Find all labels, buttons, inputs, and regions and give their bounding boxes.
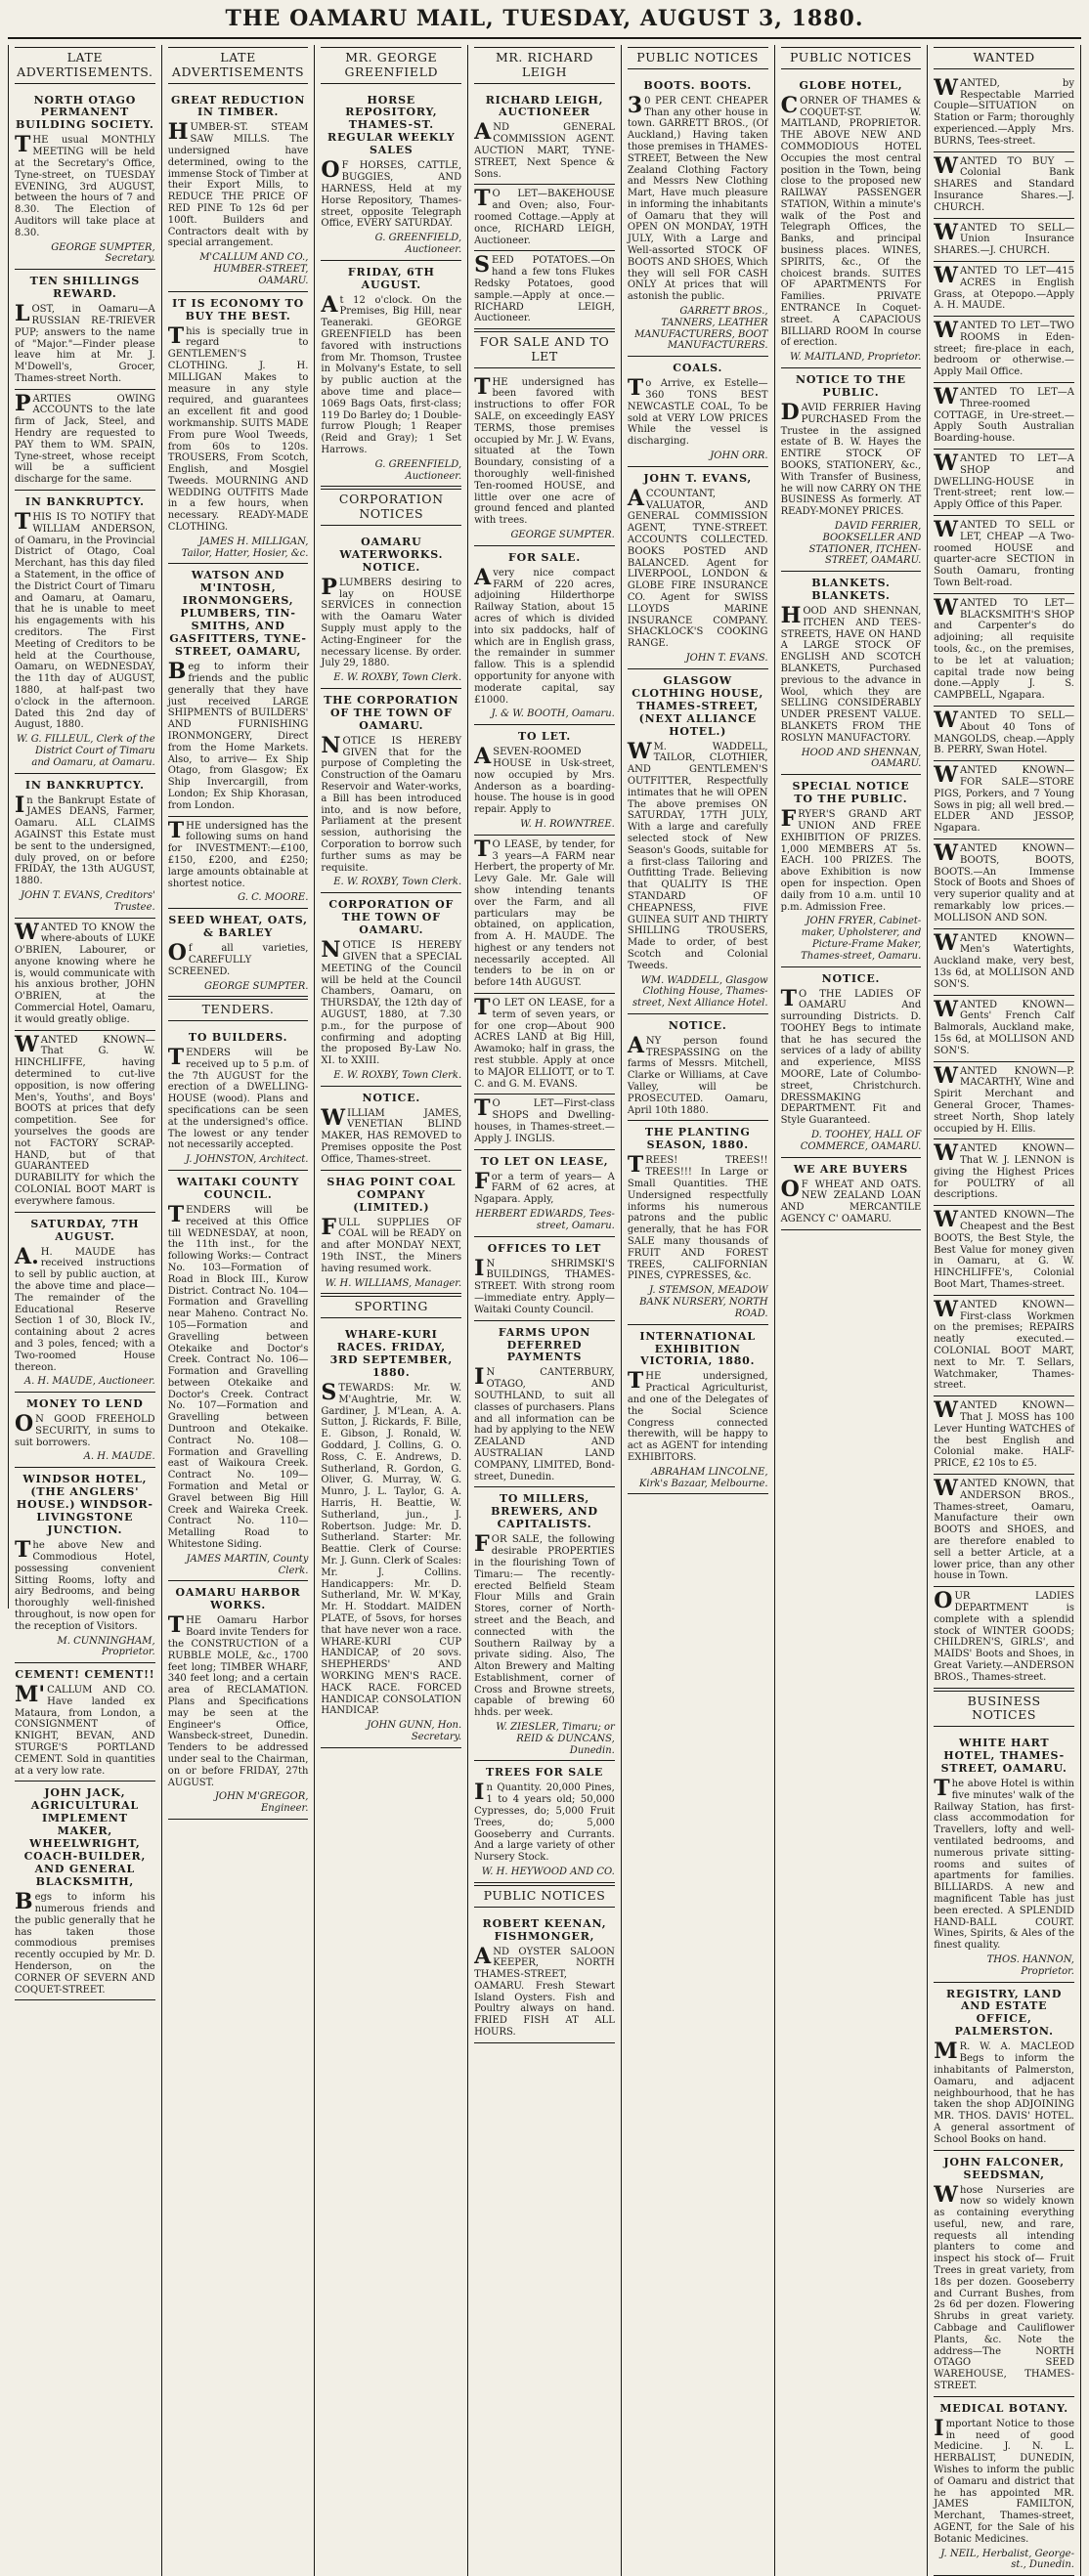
advertisement-body: TO LET—First-class SHOPS and Dwelling-houses, in Thames-street.—Apply J. INGLIS. (474, 1095, 615, 1144)
advertisement (934, 1139, 1074, 1206)
advertisement-body: The above New and Commodious Hotel, possessing convenient Sitting Rooms, lofty and airy Bedrooms, and being thoroughly well-finished throughout, is now open for the reception of Visitors. (15, 1537, 155, 1632)
advertisement-title: IT IS ECONOMY TO BUY THE BEST. (172, 296, 304, 322)
advertisement-body: WANTED KNOWN—P. MACARTHY, Wine and Spirit Merchant and General Grocer, Thames-street North, Shop lately occupied by H. Ellis. (934, 1062, 1074, 1135)
advertisement-body: This is specially true in regard to GENTLEMEN'S CLOTHING. J. H. MILLIGAN Makes to measure in any style required, and guarantees an excellent fit and good workmanship. SUITS MADE From pure Wool Tweeds, from 60s to 120s. TROUSERS, From Scotch, English, and Mosgiel Tweeds. MOURNING AND WEDDING OUTFITS Made in a few hours, when necessary. READY-MADE CLOTHING. (167, 322, 309, 534)
advertisement (628, 74, 768, 358)
advertisement-title: GLOBE HOTEL, (799, 78, 903, 92)
advertisement-title: TREES FOR SALE (485, 1766, 603, 1780)
advertisement (934, 152, 1074, 219)
advertisement-body: A.H. MAUDE has received instructions to sell by public auction, at the above time and place—The remainder of the Educational Reserve Section 1 of 30, Block IV., containing about 2 acres and 3 poles, fenced; with a Two-roomed House thereon. (15, 1243, 155, 1373)
advertisement (934, 219, 1074, 262)
column-4 (468, 45, 622, 2576)
advertisement (781, 967, 922, 1158)
advertisement (168, 1171, 309, 1581)
advertisement-body: OF HORSES, CATTLE, BUGGIES, AND HARNESS, Held at my Horse Repository, Thames-street, opposite Telegraph Office, EVERY SATURDAY. (321, 157, 462, 230)
advertisement-body: WANTED KNOWN—FOR SALE—STORE PIGS, Porkers, and 7 Young Sows in pig; all well bred.—ELDER AND JESSOP, Ngapara. (934, 762, 1074, 835)
advertisement-body: M'CALLUM AND CO. Have landed ex Mataura, from London, a CONSIGNMENT of KNIGHT, BEVAN, AND STURGE'S PORTLAND CEMENT. Sold in quantities at a very low rate. (15, 1682, 155, 1777)
advertisement-body: PLUMBERS desiring to lay on HOUSE SERVICES in connection with the Oamaru Water Supply must apply to the Acting-Engineer for the necessary license. By order. July 29, 1880. (321, 574, 462, 669)
advertisement-body: Avery nice compact FARM of 220 acres, adjoining Hilderthorpe Railway Station, about 15 acres of which is divided into six paddocks, half of which are in English grass, the remainder in summer fallow. This is a splendid opportunity for anyone with moderate capital, say £1000. (474, 564, 615, 706)
advertisement-body: At 12 o'clock. On the Premises, Big Hill, near Teaneraki. GEORGE GREENFIELD has been favored with instructions from Mr. Thomson, Trustee in Molvany's Estate, to sell by public auction at the above time and place— 1069 Bags Oats, first-class; 119 Do Barley do; 1 Double-furrow Plough; 1 Reaper (Reid and Gray); 1 Set Harrows. (321, 291, 462, 456)
advertisement (934, 1475, 1074, 1587)
advertisement-body: WANTED TO LET—TWO ROOMS in Eden-street; fire-place in each, bedroom or otherwise.—Apply Mail Office. (934, 318, 1074, 378)
advertisement (15, 774, 155, 919)
advertisement-body: DAVID FERRIER Having PURCHASED From the Trustee in the assigned estate of B. W. Hayes the ENTIRE STOCK OF BOOKS, STATIONERY, &c., With Transfer of Business, he will now CARRY ON THE BUSINESS As formerly. AT READY-MONEY PRICES. (780, 399, 922, 518)
advertisement (628, 1014, 768, 1122)
advertisement-body: Whose Nurseries are now so widely known as containing everything useful, new, and rare, requests all intending planters to come and inspect his stock of— Fruit Trees in great variety, from 18s per dozen. Gooseberry and Currant Bushes, from 2s 6d per dozen. Flowering Shrubs in great variety. Cabbage and Cauliflower Plants, &c. Note the address—The NORTH OTAGO SEED WAREHOUSE, THAMES-STREET. (934, 2181, 1074, 2392)
advertisement-title: FARMS UPON DEFERRED PAYMENTS (498, 1325, 591, 1364)
advertisement-body: THE undersigned has been favored with instructions to offer FOR SALE, on exceedingly EASY TERMS, those premises occupied by Mr. J. W. Evans, situated at the Town Boundary, consisting of a thoroughly well-finished Ten-roomed HOUSE, and little over one acre of ground fenced and planted with trees. (474, 373, 615, 527)
advertisement-signature: J. JOHNSTON, Architect. (185, 1154, 309, 1166)
advertisement-body: WANTED TO BUY — Colonial Bank SHARES and Standard Insurance Shares.—J. CHURCH. (934, 152, 1074, 213)
advertisement (15, 1393, 155, 1468)
advertisement-title: OFFICES TO LET (487, 1241, 602, 1255)
advertisement-title: SEED WHEAT, OATS, & BARLEY (168, 914, 308, 940)
section-header: FOR SALE AND TO LET (474, 331, 615, 368)
advertisement-signature: JAMES MARTIN, County Clerk. (186, 1553, 309, 1576)
advertisement-signature: W. H. WILLIAMS, Manager. (325, 1277, 462, 1289)
advertisement (15, 1468, 155, 1663)
advertisement-body: FULL SUPPLIES OF COAL will be READY on and after MONDAY NEXT, 19th INST., the Miners having resumed work. (321, 1214, 462, 1274)
advertisement (474, 1321, 615, 1488)
advertisement-body: WANTED KNOWN—Gents' French Calf Balmorals, Auckland make, 15s 6d, at MOLLISON AND SON'S. (934, 996, 1074, 1056)
advertisement-body: AND OYSTER SALOON KEEPER, NORTH THAMES-STREET, OAMARU. Fresh Stewart Island Oysters. Fish and Poultry always on hand. FRIED FISH AT ALL HOURS. (474, 1943, 615, 2039)
advertisement (934, 839, 1074, 929)
advertisement (474, 1912, 615, 2043)
advertisement-body: ASEVEN-ROOMED HOUSE in Usk-street, now occupied by Mrs. Anderson as a boarding-house. The house is in good repair. Apply to (474, 744, 615, 816)
advertisement-signature: M. CUNNINGHAM, Proprietor. (57, 1635, 155, 1658)
advertisement-title: NOTICE. (668, 1018, 727, 1032)
advertisement-signature: A. H. MAUDE, Auctioneer. (23, 1376, 155, 1388)
column-2 (162, 45, 316, 2576)
advertisement (168, 909, 309, 997)
advertisement-signature: HOOD AND SHENNAN, OAMARU. (801, 747, 922, 770)
advertisement-body: WANTED TO SELL—Union Insurance SHARES.—J. CHURCH. (934, 219, 1074, 257)
advertisement (168, 817, 309, 910)
advertisement-body: NOTICE IS HEREBY GIVEN that for the purpose of Completing the Construction of the Oamaru Reservoir and Water-works, a Bill has been introduced into, and is now before, Parliament at the present session, authorising the Corporation to borrow such further sums as may be requisite. (321, 732, 462, 874)
column-5 (622, 45, 775, 2576)
advertisement (628, 1121, 768, 1324)
advertisement-signature: DAVID FERRIER, BOOKSELLER AND STATIONER, ITCHEN-STREET, OAMARU. (808, 520, 922, 567)
advertisement-title: IN BANKRUPTCY. (24, 495, 145, 509)
advertisement-body: WANTED KNOWN—First-class Workmen on the premises; REPAIRS neatly executed.—COLONIAL BOOT MART, next to Mr. T. Sellars, Watchmaker, Thames-street. (934, 1296, 1074, 1392)
advertisement-signature: W. MAITLAND, Proprietor. (789, 352, 922, 364)
advertisement (15, 1031, 155, 1213)
advertisement (934, 761, 1074, 839)
newspaper-columns (8, 45, 1081, 2571)
advertisement-body: ACCOUNTANT, VALUATOR, AND GENERAL COMMISSION AGENT, TYNE-STREET. ACCOUNTS COLLECTED. BOOKS POSTED AND BALANCED. Agent for LIVERPOOL, LONDON & GLOBE FIRE INSURANCE CO. Agent for SWISS LLOYDS MARINE INSURANCE COMPANY. SHACKLOCK'S COOKING RANGE. (627, 485, 768, 650)
advertisement (321, 531, 461, 689)
advertisement-body: ANY person found TRESPASSING on the farms of Messrs. Mitchell, Clarke or Williams, at Cave Valley, will be PROSECUTED. Oamaru, April 10th 1880. (627, 1032, 768, 1116)
advertisement (781, 74, 922, 368)
advertisement-signature: J. STEMSON, MEADOW BANK NURSERY, NORTH ROAD. (639, 1285, 768, 1319)
advertisement-title: ROBERT KEENAN, FISHMONGER, (482, 1916, 607, 1943)
advertisement-signature: JOHN T. EVANS, Creditors' Trustee. (20, 889, 155, 913)
advertisement-title: NOTICE. (362, 1091, 421, 1104)
advertisement-body: CORNER OF THAMES & COQUET-ST. W. MAITLAND, PROPRIETOR. THE ABOVE NEW AND COMMODIOUS HOTEL Occupies the most central position in the Town, being close to the proposed new RAILWAY PASSENGER STATION, Within a minute's walk of the Post and Telegraph Offices, the Banks, and principal business places. WINES, SPIRITS, &c., Of the choicest brands. SUITES OF APARTMENTS For Families. PRIVATE ENTRANCE In Coquet-street. A CAPACIOUS BILLIARD ROOM In course of erection. (780, 92, 922, 349)
advertisement (934, 1062, 1074, 1140)
advertisement-signature: WM. WADDELL, Glasgow Clothing House, Thames-street, Next Alliance Hotel. (632, 974, 768, 1009)
advertisement (934, 516, 1074, 594)
advertisement-body: Of all varieties, CAREFULLY SCREENED. (167, 940, 309, 977)
advertisement-body: SEED POTATOES.—On hand a few tons Flukes Redsky Potatoes, good sample.—Apply at once.—RICHARD LEIGH, Auctioneer. (474, 252, 615, 324)
advertisement-title: RICHARD LEIGH, AUCTIONEER (485, 93, 604, 119)
advertisement-title: TO LET ON LEASE, (480, 1154, 609, 1168)
advertisement-body: TO LET—BAKEHOUSE and Oven; also, Four-roomed Cottage.—Apply at once, RICHARD LEIGH, Auctioneer. (474, 186, 615, 246)
advertisement-title: JOHN T. EVANS, (643, 471, 753, 485)
advertisement-body: WILLIAM JAMES, VENETIAN BLIND MAKER, HAS REMOVED to Premises opposite the Post Office, Thames-street. (321, 1104, 462, 1165)
advertisement-signature: JAMES H. MILLIGAN, Tailor, Hatter, Hosier, &c. (181, 536, 309, 559)
advertisement-signature: GEORGE SUMPTER, Secretary. (51, 241, 155, 265)
advertisement (474, 836, 615, 994)
advertisement-body: Begs to inform his numerous friends and the public generally that he has taken those commodious premises recently occupied by Mr. D. Henderson, on the CORNER OF SEVERN AND COQUET-STREET. (15, 1889, 155, 1996)
advertisement-body: WANTED TO LET—A Three-roomed COTTAGE, in Ure-street.—Apply South Australian Boarding-house. (934, 384, 1074, 445)
advertisement-body: IN SHRIMSKI'S BUILDINGS, THAMES-STREET. With strong room—immediate entry. Apply—Waitaki County Council. (474, 1255, 615, 1315)
advertisement (934, 2397, 1074, 2576)
advertisement (934, 1206, 1074, 1296)
advertisement (474, 373, 615, 546)
advertisement (474, 1761, 615, 1882)
section-header: PUBLIC NOTICES (474, 1885, 615, 1908)
advertisement-title: WHARE-KURI RACES. FRIDAY, 3RD SEPTEMBER, 1880. (329, 1328, 453, 1380)
section-header: SPORTING (321, 1296, 461, 1318)
advertisement (321, 1323, 461, 1748)
advertisement-body: WANTED KNOWN—Men's Watertights, Auckland make, very best, 13s 6d, at MOLLISON AND SON'S. (934, 929, 1074, 990)
advertisement (321, 1171, 461, 1295)
advertisement-body: HUMBER-ST. STEAM SAW MILLS. The undersigned have determined, owing to the immense Stock of Timber at their Export Mills, to REDUCE THE PRICE OF RED PINE To 12s 6d per 100ft. Builders and Contractors dealt with by special arrangement. (167, 119, 309, 249)
advertisement-body: WANTED KNOWN—That G. W. HINCHLIFFE, having determined to cut-live opposition, is now offering Men's, Youths', and Boys' BOOTS at prices that defy competition. See for yourselves the goods are not FACTORY SCRAP-HAND, but of that GUARANTEED DURABILITY for which the COLONIAL BOOT MART is everywhere famous. (15, 1031, 155, 1207)
advertisement (934, 929, 1074, 996)
advertisement-body: PARTIES OWING ACCOUNTS to the late firm of Jack, Steel, and Hendry are requested to PAY them to WM. SPAIN, Tyne-street, whose receipt will be a sufficient discharge for the same. (15, 390, 155, 486)
advertisement (15, 1782, 155, 2000)
advertisement-signature: JOHN FRYER, Cabinet-maker, Upholsterer, and Picture-Frame Maker, Thames-street, Oamaru. (801, 916, 922, 962)
advertisement-title: WAITAKI COUNTY COUNCIL. (176, 1176, 300, 1201)
advertisement (934, 74, 1074, 152)
advertisement-body: TO LET ON LEASE, for a term of seven years, or for one crop—About 900 ACRES LAND at Big Hill, Awamoko; half in grass, the rest stubble. Apply at once to MAJOR ELLIOTT, or to T. C. and G. M. EVANS. (474, 995, 615, 1090)
advertisement (15, 1663, 155, 1782)
advertisement-title: GLASGOW CLOTHING HOUSE, THAMES-STREET, (NEXT ALLIANCE HOTEL.) (632, 673, 764, 738)
advertisement (781, 572, 922, 775)
section-header: BUSINESS NOTICES (934, 1691, 1074, 1728)
advertisement-body: TO THE LADIES OF OAMARU And surrounding Districts. D. TOOHEY Begs to intimate that he has secured the services of a lady of ability and experience, MISS MOORE, Late of Columbo-street, Christchurch. DRESSMAKING DEPARTMENT. Fit and Style Guaranteed. (780, 985, 922, 1127)
advertisement (168, 564, 309, 816)
advertisement-body: ON GOOD FREEHOLD SECURITY, in sums to suit borrowers. (15, 1411, 155, 1448)
advertisement-title: MONEY TO LEND (26, 1397, 144, 1411)
advertisement-signature: J. NEIL, Herbalist, George-st., Dunedin. (940, 2548, 1074, 2571)
advertisement-signature: W. ZIESLER, Timaru; or REID & DUNCANS, Dunedin. (496, 1722, 615, 1756)
advertisement (15, 89, 155, 271)
advertisement-body: The above Hotel is within five minutes' walk of the Railway Station, has first-class accommodation for Travellers, lofty and well-ventilated bedrooms, and numerous private sitting-rooms and suites of apartments for families. BILLIARDS. A new and magnificent Table has just been erected. A SPLENDID HAND-BALL COURT. Wines, Spirits, & Ales of the finest quality. (934, 1775, 1074, 1952)
advertisement-title: INTERNATIONAL EXHIBITION VICTORIA, 1880. (639, 1329, 756, 1368)
advertisement-body: IN CANTERBURY, OTAGO, AND SOUTHLAND, to suit all classes of purchasers. Plans and all information can be had by applying to the NEW ZEALAND AND AUSTRALIAN LAND COMPANY, LIMITED, Bond-street, Dunedin. (474, 1364, 615, 1482)
advertisement-body: FOR SALE, the following desirable PROPERTIES in the flourishing Town of Timaru:— The recently-erected Belfield Steam Flour Mills and Grain Stores, corner of North-street and the Beach, and connected with the Southern Railway by a private siding. Also, The Alton Brewery and Malting Establishment, corner of Cross and Browne streets, capable of brewing 60 hhds. per week. (474, 1531, 615, 1719)
advertisement (474, 185, 615, 251)
advertisement-body: WANTED TO SELL or LET, CHEAP —A Two-roomed HOUSE and quarter-acre SECTION in South Oamaru, fronting Town Belt-road. (934, 517, 1074, 589)
advertisement (321, 261, 461, 488)
advertisement-signature: GEORGE SUMPTER. (510, 530, 615, 541)
advertisement-signature: JOHN M'GREGOR, Engineer. (214, 1791, 309, 1815)
advertisement (934, 996, 1074, 1062)
advertisement (781, 1158, 922, 1230)
masthead: THE OAMARU MAIL, TUESDAY, AUGUST 3, 1880. (8, 0, 1081, 39)
advertisement (168, 292, 309, 565)
advertisement-title: WATSON AND M'INTOSH, IRONMONGERS, PLUMBERS, TIN-SMITHS, AND GASFITTERS, TYNE-STREET, OAMARU, (169, 569, 307, 659)
column-header: MR. RICHARD LEIGH (474, 47, 615, 84)
advertisement-body: WANTED TO LET—A SHOP and DWELLING-HOUSE in Trent-street; rent low.—Apply Office of this Paper. (934, 451, 1074, 511)
advertisement (628, 1325, 768, 1495)
advertisement-signature: A. H. MAUDE. (83, 1451, 155, 1463)
advertisement-title: NOTICE TO THE PUBLIC. (795, 373, 906, 400)
column-header: WANTED (934, 47, 1074, 69)
advertisement-title: TO MILLERS, BREWERS, AND CAPITALISTS. (491, 1492, 598, 1531)
advertisement-signature: GEORGE SUMPTER. (204, 980, 309, 992)
advertisement-title: THE CORPORATION OF THE TOWN OF OAMARU. (324, 693, 459, 732)
advertisement-title: THE PLANTING SEASON, 1880. (644, 1126, 751, 1152)
advertisement-title: JOHN FALCONER, SEEDSMAN, (943, 2155, 1065, 2181)
advertisement-title: SATURDAY, 7TH AUGUST. (30, 1217, 140, 1243)
advertisement-body: TREES! TREES!! TREES!!! In Large or Small Quantities. THE Undersigned respectfully informs his numerous patrons and the public generally, that he has FOR SALE many thousands of FRUIT AND FOREST TREES, CALIFORNIAN PINES, CYPRESSES, &c. (627, 1152, 768, 1282)
advertisement (474, 546, 615, 725)
advertisement (15, 919, 155, 1031)
advertisement-signature: JOHN ORR. (710, 451, 768, 461)
advertisement-title: SHAG POINT COAL COMPANY (LIMITED.) (327, 1175, 457, 1214)
advertisement-body: WANTED KNOWN—That W. J. LENNON is giving the Highest Prices for POULTRY of all descriptions. (934, 1140, 1074, 1201)
advertisement-signature: ABRAHAM LINCOLNE, Kirk's Bazaar, Melbourne. (638, 1466, 768, 1489)
advertisement-signature: E. W. ROXBY, Town Clerk. (333, 672, 462, 684)
advertisement-body: AND GENERAL COMMISSION AGENT. AUCTION MART, TYNE-STREET, Next Spence & Sons. (474, 119, 615, 180)
column-header: LATE ADVERTISEMENTS (168, 47, 309, 84)
advertisement-title: TO BUILDERS. (188, 1031, 288, 1045)
advertisement-title: WHITE HART HOTEL, THAMES-STREET, OAMARU. (940, 1737, 1067, 1775)
advertisement-signature: W. H. ROWNTREE. (520, 818, 615, 830)
advertisement (474, 1150, 615, 1237)
advertisement-body: WANTED KNOWN—That J. MOSS has 100 Lever Hunting WATCHES of the best English and Colonial make. HALF-PRICE, £2 10s to £5. (934, 1397, 1074, 1470)
advertisement-signature: GARRETT BROS., TANNERS, LEATHER MANUFACTURERS, BOOT MANUFACTURERS. (634, 306, 768, 352)
advertisement-body: For a term of years— A FARM of 62 acres, at Ngapara. Apply, (474, 1168, 615, 1206)
advertisement-body: WANTED TO KNOW the where-abouts of LUKE O'BRIEN, Labourer, or anyone knowing where he is, would communicate with his anxious brother, JOHN O'BRIEN, at the Commercial Hotel, Oamaru, it would greatly oblige. (15, 919, 155, 1025)
advertisement (168, 1581, 309, 1819)
advertisement (474, 89, 615, 186)
advertisement-title: CORPORATION OF THE TOWN OF OAMARU. (328, 898, 455, 937)
advertisement-body: 30 PER CENT. CHEAPER Than any other house in town. GARRETT BROS., (Of Auckland,) Having taken those premises in THAMES-STREET, Between the New Zealand Clothing Factory and Messrs New Clothing Mart, Have much pleasure in informing the inhabitants of Oamaru that they will OPEN ON MONDAY, 19TH JULY, With a Large and Well-assorted STOCK OF BOOTS AND SHOES, Which they will sell FOR CASH ONLY At prices that will astonish the public. (627, 92, 768, 303)
advertisement (628, 357, 768, 467)
column-header: PUBLIC NOTICES (628, 47, 768, 69)
section-header: TENDERS. (168, 999, 309, 1021)
advertisement-body: FRYER'S GRAND ART UNION AND FREE EXHIBITION OF PRIZES. 1,000 MEMBERS AT 5s. EACH. 100 PRIZES. The above Exhibition is now open for inspection. Open daily from 10 a.m. until 10 p.m. Admission Free. (780, 806, 922, 913)
advertisement-signature: E. W. ROXBY, Town Clerk. (333, 877, 462, 888)
advertisement (15, 1213, 155, 1394)
advertisement-title: TO LET. (518, 730, 571, 744)
advertisement (934, 594, 1074, 707)
advertisement-signature: E. W. ROXBY, Town Clerk. (333, 1069, 462, 1081)
advertisement-body: TENDERS will be received at this Office till WEDNESDAY, at noon, the 11th inst., for the following Works:— Contract No. 103—Formation of Road in Block III., Kurow District. Contract No. 104—Formation and Gravelling near Maheno. Contract No. 105—Formation and Gravelling between Otekaike and Doctor's Creek. Contract No. 106—Formation and Gravelling between Otekaike and Doctor's Creek. Contract No. 107—Formation and Gravelling between Duntroon and Otekaike. Contract No. 108—Formation and Gravelling east of Waikoura Creek. Contract No. 109—Formation and Metal or Gravel between Big Hill Creek and Waireka Creek. Contract No. 110—Metalling Road to Whitestone Siding. (167, 1201, 309, 1551)
advertisement-body: MR. W. A. MACLEOD Begs to inform the inhabitants of Palmerston, Oamaru, and adjacent neighbourhood, that he has taken the shop ADJOINING MR. THOS. DAVIS' HOTEL. A general assortment of School Books on hand. (934, 2039, 1074, 2145)
advertisement-body: TO LEASE, by tender, for 3 years—A FARM near Herbert, the property of Mr. Levy Gale. Mr. Gale will show intending tenants over the Farm, and all particulars may be obtained, on application, from A. H. MAUDE. The highest or any tenders not necessarily accepted. All tenders to be in on or before 14th AUGUST. (474, 836, 615, 989)
column-3 (315, 45, 468, 2576)
advertisement-signature: HERBERT EDWARDS, Tees-street, Oamaru. (475, 1209, 615, 1231)
column-6 (775, 45, 929, 2576)
advertisement-body: WANTED TO SELL—About 40 Tons of MANGOLDS, cheap.—Apply B. PERRY, Swan Hotel. (934, 708, 1074, 756)
advertisement (474, 994, 615, 1095)
column-header: MR. GEORGE GREENFIELD (321, 47, 461, 84)
advertisement (934, 317, 1074, 383)
advertisement-body: WANTED KNOWN—The Cheapest and the Best BOOTS, the Best Style, the Best Value for money given in Oamaru, at G. W. HINCHLIFFE's, Colonial Boot Mart, Thames-street. (934, 1207, 1074, 1291)
advertisement (168, 1026, 309, 1171)
advertisement-title: OAMARU HARBOR WORKS. (175, 1586, 301, 1612)
advertisement (934, 1983, 1074, 2151)
advertisement (934, 1396, 1074, 1475)
advertisement (628, 467, 768, 669)
advertisement-body: NOTICE IS HEREBY GIVEN that a SPECIAL MEETING of the Council will be held at the Council Chambers, Oamaru, on THURSDAY, the 12th day of AUGUST, 1880, at 7.30 p.m., for the purpose of confirming and adopting the proposed By-Law No. XI. to XXIII. (321, 937, 462, 1067)
advertisement (321, 689, 461, 893)
advertisement-body: HOOD AND SHENNAN, ITCHEN AND TEES-STREETS, HAVE ON HAND A LARGE STOCK OF ENGLISH AND SCOTCH BLANKETS, Purchased previous to the advance in Wool, which they are SELLING CONSIDERABLY UNDER PRESENT VALUE. BLANKETS FROM THE ROSLYN MANUFACTORY. (780, 603, 922, 744)
advertisement-signature: JOHN T. EVANS. (685, 652, 768, 664)
advertisement (15, 270, 155, 390)
advertisement-signature: M'CALLUM AND CO., HUMBER-STREET, OAMARU. (199, 252, 309, 286)
advertisement-body: OUR LADIES DEPARTMENT is complete with a splendid stock of WINTER GOODS; CHILDREN'S, GIRLS', and MAIDS' Boots and Shoes, in Great Variety.—ANDERSON BROS., Thames-street. (934, 1588, 1074, 1683)
advertisement-body: THE undersigned has the following sums on hand for INVESTMENT:—£100, £150, £200, and £250; large amounts obtainable at shortest notice. (167, 817, 309, 889)
advertisement-title: COALS. (673, 362, 723, 375)
advertisement-signature: J. & W. BOOTH, Oamaru. (491, 708, 615, 720)
advertisement-body: OF WHEAT AND OATS. NEW ZEALAND LOAN AND MERCANTILE AGENCY C' OAMARU. (780, 1176, 922, 1225)
advertisement-title: IN BANKRUPTCY. (24, 778, 145, 792)
advertisement-signature: G. GREENFIELD, Auctioneer. (374, 233, 462, 255)
advertisement (15, 390, 155, 491)
advertisement-title: WE ARE BUYERS (793, 1162, 908, 1176)
advertisement-body: WANTED TO LET—BLACKSMITH'S SHOP and Carpenter's do adjoining; all requisite tools, &c., on the premises, to be let at valuation; capital trade now being done.—Apply J. S. CAMPBELL, Ngapara. (934, 594, 1074, 702)
advertisement (934, 450, 1074, 516)
advertisement-title: JOHN JACK, AGRICULTURAL IMPLEMENT MAKER, WHEELWRIGHT, COACH-BUILDER, AND GENERAL BLACKSMITH, (23, 1786, 147, 1889)
advertisement-title: GREAT REDUCTION IN TIMBER. (170, 93, 306, 119)
advertisement-body: In the Bankrupt Estate of JAMES DEANS, Farmer, Oamaru. ALL CLAIMS AGAINST this Estate must be sent to the undersigned, duly proved, on or before FRIDAY, the 13th AUGUST, 1880. (15, 792, 155, 887)
advertisement-title: NORTH OTAGO PERMANENT BUILDING SOCIETY. (16, 93, 154, 132)
advertisement-title: FOR SALE. (507, 550, 581, 564)
advertisement (934, 1732, 1074, 1982)
advertisement-title: FRIDAY, 6TH AUGUST. (347, 265, 435, 291)
advertisement (474, 1095, 615, 1149)
advertisement-body: WM. WADDELL, TAILOR, CLOTHIER, AND GENTLEMEN'S OUTFITTER, Respectfully intimates that he will OPEN The above premises ON SATURDAY, 17TH JULY, With a large and carefully selected stock of New Season's Goods, suitable for a first-class Tailoring and Outfitting Trade. Believing that QUALITY IS THE STANDARD OF CHEAPNESS, FIVE GUINEA SUIT AND THIRTY SHILLING TROUSERS, Made to order, of best Scotch and Colonial Tweeds. (627, 738, 768, 971)
advertisement-title: SPECIAL NOTICE TO THE PUBLIC. (792, 780, 910, 806)
advertisement-title: MEDICAL BOTANY. (939, 2401, 1068, 2415)
advertisement-signature: THOS. HANNON, Proprietor. (986, 1953, 1074, 1977)
advertisement-signature: W. H. HEYWOOD AND CO. (481, 1867, 615, 1878)
advertisement-body: To Arrive, ex Estelle— 360 TONS BEST NEWCASTLE COAL, To be sold at VERY LOW PRICES While the vessel is discharging. (627, 375, 768, 448)
advertisement-body: THE Oamaru Harbor Board invite Tenders for the CONSTRUCTION of a RUBBLE MOLE, &c., 1700 feet long; TIMBER WHARF, 340 feet long; and a certain area of RECLAMATION. Plans and Specifications may be seen at the Engineer's Office, Wansbeck-street, Dunedin. Tenders to be addressed under seal to the Chairman, on or before FRIDAY, 27th AUGUST. (167, 1612, 309, 1788)
advertisement (781, 368, 922, 572)
advertisement-signature: G. GREENFIELD, Auctioneer. (374, 458, 462, 482)
advertisement (321, 893, 461, 1086)
advertisement-body: TENDERS will be received up to 5 p.m. of the 7th AUGUST for the erection of a DWELLING-HOUSE (wood). Plans and specifications can be seen at the undersigned's office. The lowest or any tender not necessarily accepted. (167, 1045, 309, 1151)
advertisement (474, 725, 615, 836)
advertisement (15, 491, 155, 774)
advertisement (934, 707, 1074, 761)
advertisement (628, 669, 768, 1014)
advertisement-body: WANTED TO LET—415 ACRES in English Grass, at Otepopo.—Apply A. H. MAUDE. (934, 262, 1074, 312)
advertisement (474, 1237, 615, 1321)
advertisement-title: WINDSOR HOTEL, (THE ANGLERS' HOUSE.) WINDSOR-LIVINGSTONE JUNCTION. (16, 1473, 153, 1537)
advertisement (781, 775, 922, 966)
advertisement-body: THIS IS TO NOTIFY that WILLIAM ANDERSON, of Oamaru, in the Provincial District of Otago, Coal Merchant, has this day filed a Statement, in the office of the District Court of Timaru and Oamaru, at Oamaru, that he is unable to meet his engagements with his creditors. The First Meeting of Creditors to be held at the Courthouse, Oamaru, on WEDNESDAY, the 11th day of AUGUST, 1880, at half-past two o'clock in the afternoon. Dated this 2nd day of August, 1880. (15, 509, 155, 731)
section-header: CORPORATION NOTICES (321, 489, 461, 526)
advertisement-body: THE usual MONTHLY MEETING will be held at the Secretary's Office, Tyne-street, on TUESDAY EVENING, 3rd AUGUST, between the hours of 7 and 8.30. The Election of Auditors will take place at 8.30. (15, 132, 155, 238)
column-header: LATE ADVERTISEMENTS. (15, 47, 155, 84)
advertisement-body: In Quantity. 20,000 Pines, 1 to 4 years old; 50,000 Cypresses, do; 5,000 Fruit Trees, do; 5,000 Gooseberry and Currants. And a large variety of other Nursery Stock. (474, 1780, 615, 1864)
advertisement-signature: JOHN GUNN, Hon. Secretary. (367, 1720, 462, 1742)
advertisement-body: WANTED KNOWN, that ANDERSON BROS., Thames-street, Oamaru, Manufacture their own BOOTS and SHOES, and are therefore enabled to sell a better Article, at a lower price, than any other house in Town. (934, 1476, 1074, 1582)
advertisement-title: BOOTS. BOOTS. (643, 78, 753, 92)
advertisement (168, 89, 309, 292)
advertisement-title: NOTICE. (821, 971, 881, 985)
advertisement-title: TEN SHILLINGS REWARD. (29, 275, 141, 301)
column-header: PUBLIC NOTICES (781, 47, 922, 69)
advertisement-body: WANTED KNOWN—BOOTS, BOOTS, BOOTS.—An Immense Stock of Boots and Shoes of very superior quality and at remarkably low prices.—MOLLISON AND SON. (934, 839, 1074, 923)
advertisement-body: THE undersigned, Practical Agriculturist, and one of the Delegates of the Social Science Congress connected therewith, will be happy to act as AGENT for intending EXHIBITORS. (627, 1368, 768, 1464)
advertisement (934, 1296, 1074, 1396)
column-1 (9, 45, 162, 2576)
advertisement (934, 262, 1074, 317)
advertisement-signature: G. C. MOORE. (238, 892, 309, 904)
advertisement (934, 1587, 1074, 1688)
advertisement-title: HORSE REPOSITORY, THAMES-ST. REGULAR WEEKLY SALES (327, 93, 456, 157)
advertisement-body: Important Notice to those in need of good Medicine. J. N. L. HERBALIST, DUNEDIN, Wishes to inform the public of Oamaru and district that he has appointed MR. JAMES FAMILTON, Merchant, Thames-street, AGENT, for the Sale of his Botanic Medicines. (934, 2415, 1074, 2545)
advertisement-body: WANTED, by Respectable Married Couple—SITUATION on Station or Farm; thoroughly experienced.—Apply Mrs. BURNS, Tees-street. (934, 74, 1074, 147)
advertisement (934, 2151, 1074, 2397)
advertisement-title: CEMENT! CEMENT!! (15, 1668, 155, 1682)
advertisement-signature: D. TOOHEY, HALL OF COMMERCE, OAMARU. (800, 1130, 922, 1152)
advertisement-title: BLANKETS. BLANKETS. (811, 577, 891, 603)
advertisement (321, 1087, 461, 1171)
column-7 (928, 45, 1081, 2576)
advertisement-body: STEWARDS: Mr. W. M'Aughtrie, Mr. W. Gardiner, J. M'Lean, A. A. Sutton, J. Rickards, F. Bille, E. Gibson, J. Ronald, W. Goddard, J. Collins, G. O. Ross, C. E. Andrews, D. Sutherland, R. Gordon, G. Oliver, G. Murray, W. G. Munro, J. L. Taylor, G. A. Harris, H. Beattie, W. Sutherland, jun., J. Robertson. Judge: Mr. D. Sutherland. Starter: Mr. Beattie. Clerk of Course: Mr. J. Gunn. Clerk of Scales: Mr. J. Collins. Handicappers: Mr. D. Sutherland, Mr. W. M'Kay, Mr. H. Stoddart. MAIDEN PLATE, of 5sovs, for horses that have never won a race. WHARE-KURI CUP HANDICAP, of 20 sovs. SHEPHERDS' AND WORKING MEN'S RACE. HACK RACE. FORCED HANDICAP. CONSOLATION HANDICAP. (321, 1379, 462, 1717)
advertisement-title: REGISTRY, LAND AND ESTATE OFFICE, PALMERSTON. (946, 1987, 1063, 2039)
advertisement-body: Beg to inform their friends and the public generally that they have just received LARGE SHIPMENTS of BUILDERS' AND FURNISHING IRONMONGERY, Direct from the Home Markets. Also, to arrive— Ex Ship Otago, from Glasgow; Ex Ship Invercargill, from London; Ex Ship Khorasan, from London. (167, 659, 309, 811)
advertisement-body: LOST, in Oamaru—A RUSSIAN RE-TRIEVER PUP; answers to the name of "Major."—Finder please leave him at Mr. J. M'Dowell's, Grocer, Thames-street North. (15, 301, 155, 384)
advertisement (934, 383, 1074, 450)
advertisement-title: OAMARU WATERWORKS. NOTICE. (339, 535, 444, 574)
advertisement (474, 251, 615, 329)
advertisement (321, 89, 461, 261)
advertisement (474, 1487, 615, 1761)
advertisement-signature: W. G. FILLEUL, Clerk of the District Court of Timaru and Oamaru, at Oamaru. (16, 734, 155, 768)
